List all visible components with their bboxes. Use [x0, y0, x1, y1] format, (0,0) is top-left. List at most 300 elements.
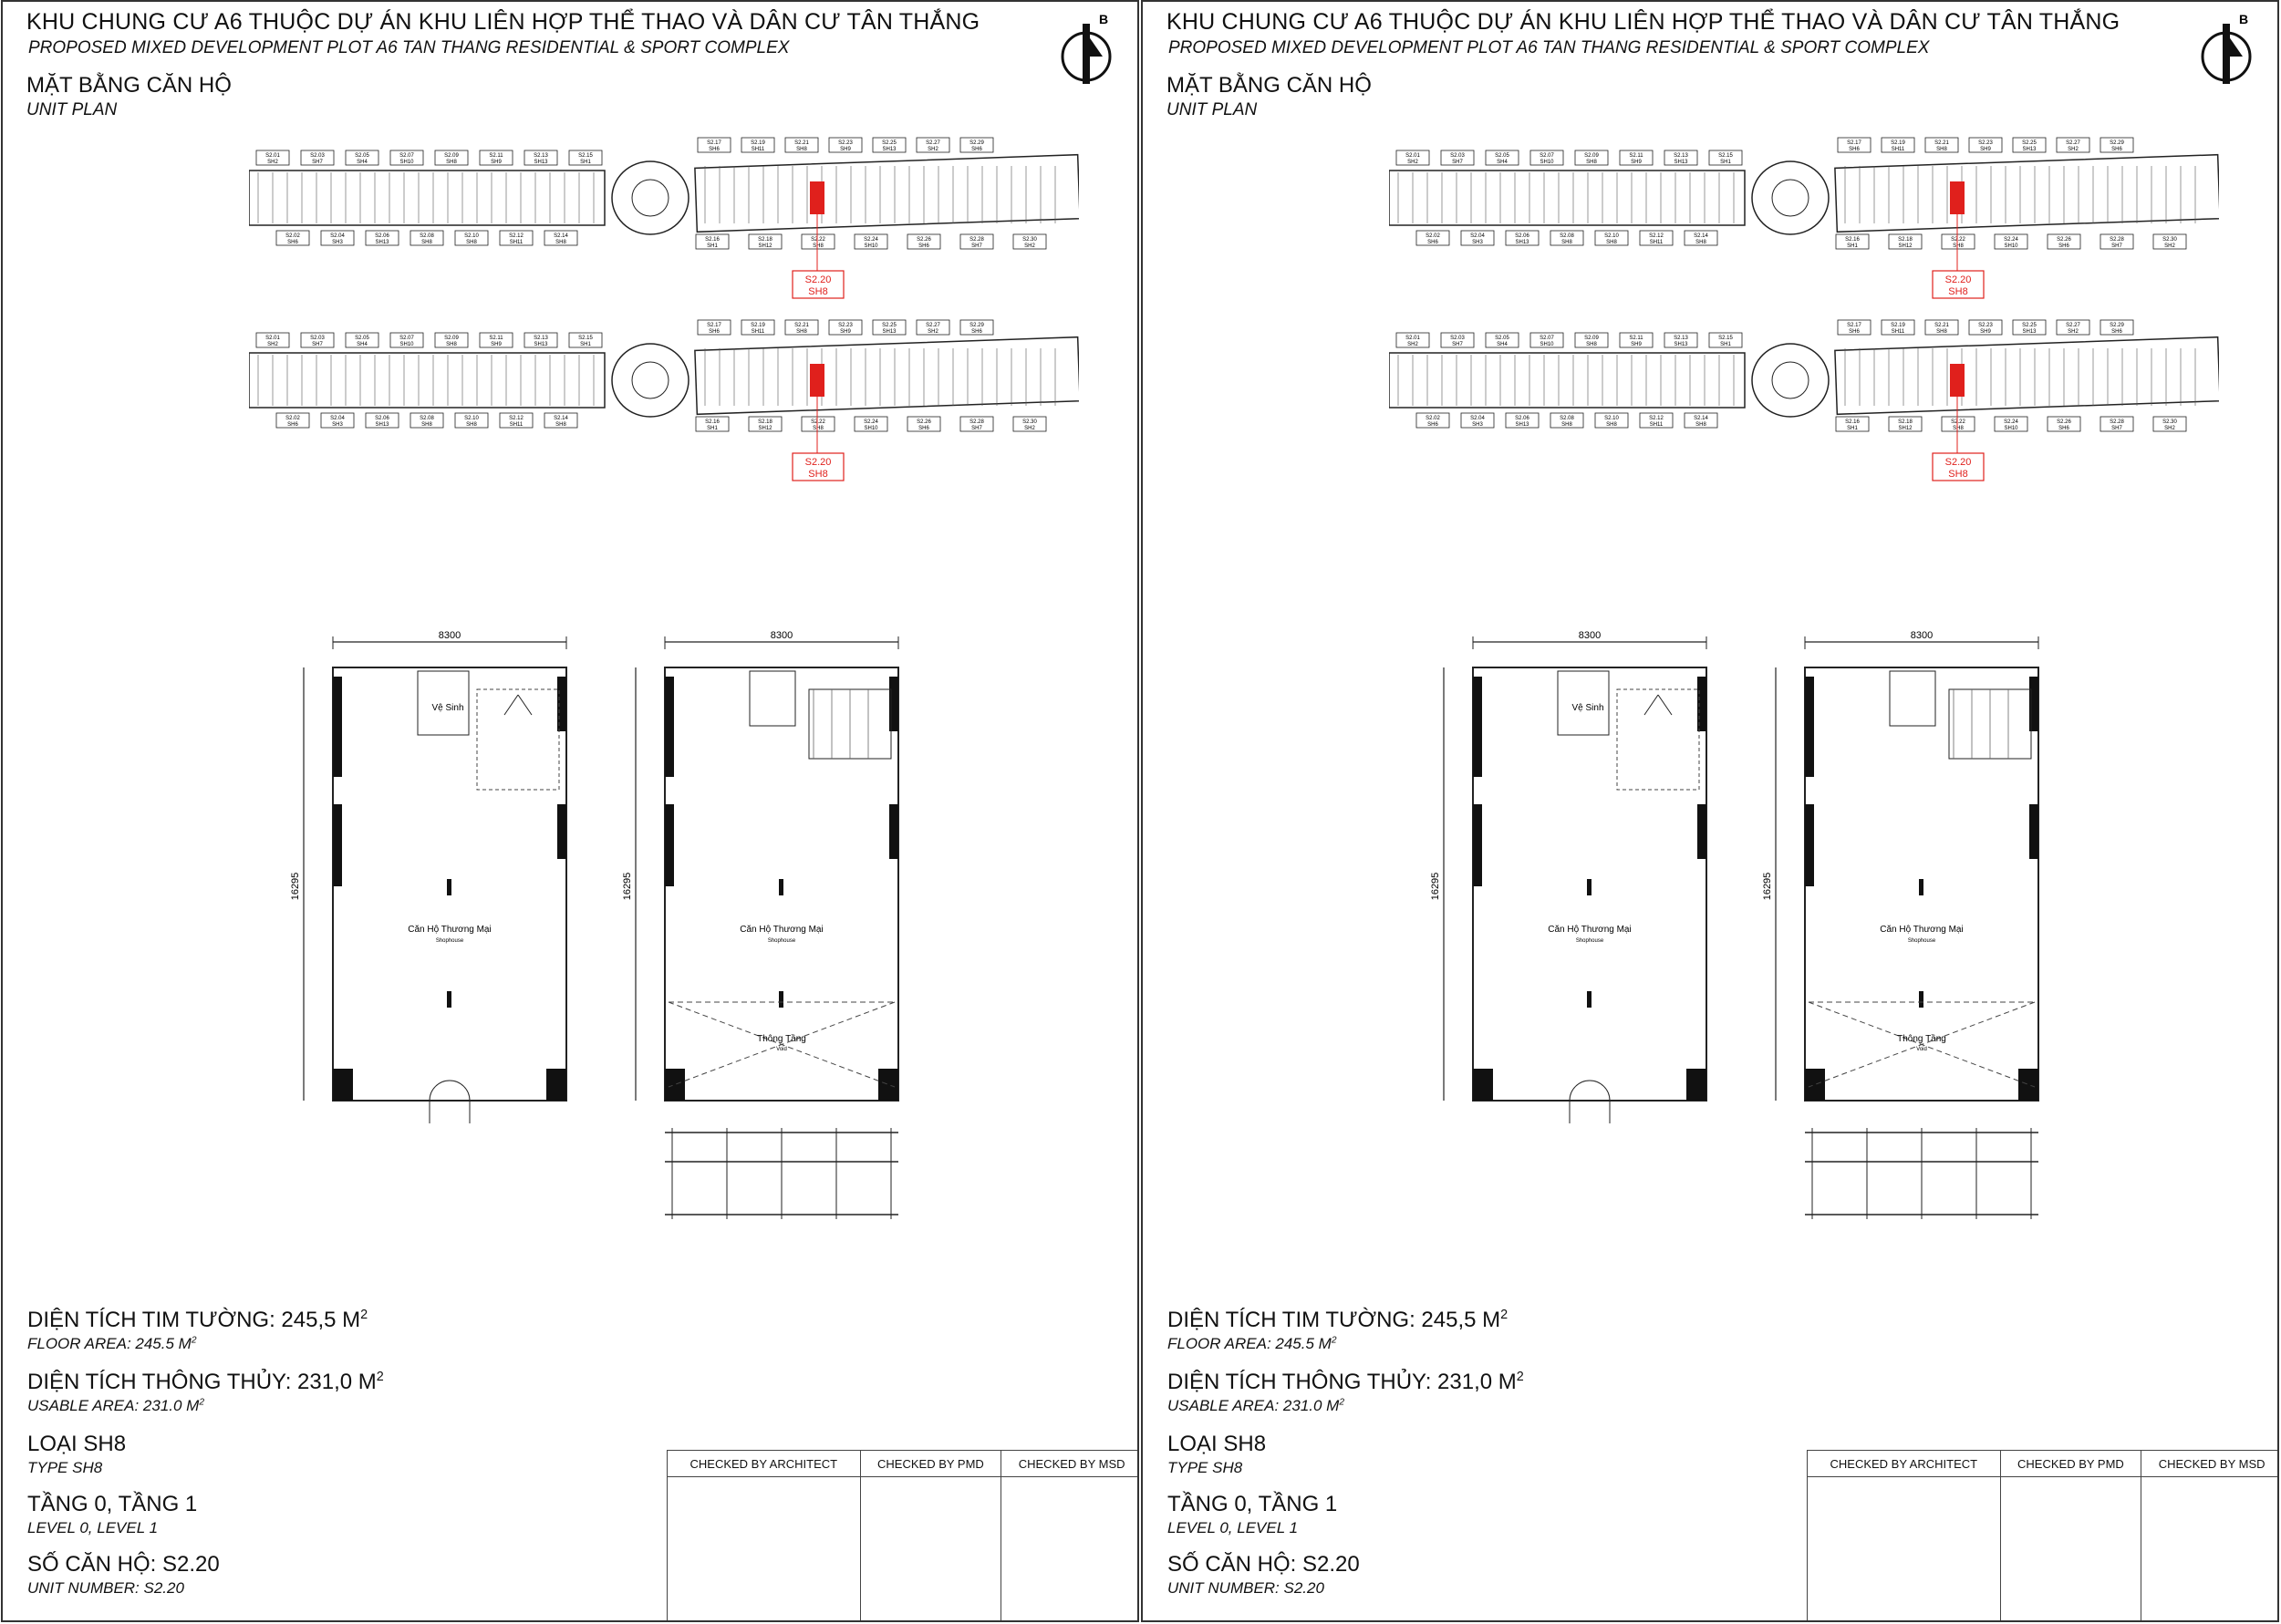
check-pmd-label: CHECKED BY PMD: [860, 1451, 1001, 1477]
svg-text:Shophouse: Shophouse: [1907, 938, 1936, 944]
svg-text:SH7: SH7: [971, 426, 982, 431]
svg-text:SH13: SH13: [1674, 342, 1688, 347]
unit-tag: S2.24: [864, 419, 878, 425]
unit-tag: S2.12: [509, 233, 524, 239]
plan-level0: [1430, 631, 1706, 1123]
unit-tag: S2.02: [1426, 233, 1440, 239]
svg-text:SH2: SH2: [2068, 147, 2079, 152]
check-architect-label: CHECKED BY ARCHITECT: [1808, 1451, 2001, 1477]
unit-tag: S2.19: [751, 323, 765, 328]
unit-tag: S2.17: [707, 323, 721, 328]
unit-tag: S2.24: [2004, 419, 2018, 425]
svg-text:SH1: SH1: [1720, 342, 1731, 347]
room-main-en-label: Shophouse: [435, 938, 464, 944]
unit-tag: S2.29: [969, 140, 984, 146]
svg-text:SH1: SH1: [1847, 426, 1858, 431]
unit-tag: S2.16: [1845, 237, 1860, 243]
svg-text:SH8: SH8: [1953, 243, 1964, 249]
svg-text:8300: 8300: [1910, 631, 1934, 641]
unit-tag: S2.21: [794, 323, 809, 328]
unit-tag: S2.02: [1426, 416, 1440, 421]
unit-tag: S2.27: [926, 140, 940, 146]
unit-tag: S2.21: [794, 140, 809, 146]
unit-tag: S2.28: [2110, 419, 2124, 425]
svg-text:SH13: SH13: [375, 422, 389, 428]
dim-width-label: 8300: [438, 631, 461, 641]
check-msd-label: CHECKED BY MSD: [1001, 1451, 1139, 1477]
svg-text:SH1: SH1: [580, 342, 591, 347]
svg-text:SH10: SH10: [864, 426, 878, 431]
svg-text:SH8: SH8: [1606, 422, 1617, 428]
unit-tag: S2.25: [882, 323, 897, 328]
north-arrow-icon: [1059, 11, 1119, 84]
svg-text:SH13: SH13: [1515, 240, 1529, 245]
unit-tag: S2.15: [1718, 336, 1733, 341]
svg-text:SH2: SH2: [1024, 243, 1035, 249]
page-heading-en: UNIT PLAN: [26, 100, 118, 119]
building-block-level1: [249, 320, 1079, 481]
unit-tag: S2.13: [534, 336, 548, 341]
level-block: TẦNG 0, TẦNG 1 LEVEL 0, LEVEL 1: [27, 1492, 198, 1536]
highlighted-unit: [810, 364, 824, 397]
unit-tag: S2.21: [1934, 323, 1949, 328]
svg-text:SH8: SH8: [1606, 240, 1617, 245]
unit-tag: S2.17: [1847, 140, 1861, 146]
unit-tag: S2.17: [1847, 323, 1861, 328]
svg-text:16295: 16295: [1762, 872, 1773, 901]
unit-tag: S2.01: [265, 153, 280, 159]
unit-tag: S2.12: [1649, 233, 1664, 239]
svg-text:SH13: SH13: [534, 342, 548, 347]
unit-tag: S2.01: [1405, 153, 1420, 159]
unit-tag: S2.25: [2022, 323, 2037, 328]
unit-type-block: LOẠI SH8 TYPE SH8: [27, 1432, 127, 1476]
svg-text:SH12: SH12: [758, 426, 772, 431]
unit-tag: S2.14: [554, 416, 568, 421]
svg-text:SH8: SH8: [1695, 240, 1706, 245]
svg-text:SH8: SH8: [1586, 342, 1597, 347]
unit-tag: S2.23: [838, 323, 853, 328]
building-block-level0: [1389, 138, 2219, 298]
svg-text:SH13: SH13: [2022, 329, 2037, 335]
plan-level0: [290, 631, 566, 1123]
unit-tag: S2.11: [1629, 336, 1643, 341]
room-main-label: Căn Hộ Thương Mại: [1548, 925, 1632, 935]
unit-tag: S2.23: [1978, 140, 1993, 146]
unit-tag: S2.23: [1978, 323, 1993, 328]
unit-tag: S2.16: [705, 419, 720, 425]
svg-text:SH2: SH2: [267, 342, 278, 347]
svg-text:SH2: SH2: [1024, 426, 1035, 431]
svg-text:SH6: SH6: [1849, 147, 1860, 152]
svg-text:SH1: SH1: [1720, 160, 1731, 165]
svg-text:SH9: SH9: [1980, 329, 1991, 335]
check-architect-label: CHECKED BY ARCHITECT: [668, 1451, 861, 1477]
svg-text:SH10: SH10: [1540, 342, 1554, 347]
unit-tag: S2.19: [1891, 140, 1905, 146]
unit-number-block: SỐ CĂN HỘ: S2.20 UNIT NUMBER: S2.20: [27, 1552, 220, 1597]
svg-text:SH2: SH2: [2068, 329, 2079, 335]
unit-tag: S2.15: [578, 336, 593, 341]
unit-tag: S2.23: [838, 140, 853, 146]
svg-text:SH2: SH2: [928, 147, 938, 152]
svg-text:SH6: SH6: [1427, 240, 1438, 245]
unit-tag: S2.29: [2110, 140, 2124, 146]
svg-text:SH7: SH7: [2111, 426, 2122, 431]
svg-text:SH8: SH8: [796, 147, 807, 152]
unit-tag: S2.22: [811, 237, 825, 243]
unit-tag: S2.10: [1604, 416, 1619, 421]
unit-tag: S2.27: [926, 323, 940, 328]
highlight-type-label: SH8: [808, 469, 828, 480]
unit-tag: S2.12: [1649, 416, 1664, 421]
svg-text:SH8: SH8: [466, 422, 477, 428]
svg-text:SH1: SH1: [1847, 243, 1858, 249]
highlighted-unit: [1950, 364, 1965, 397]
svg-text:SH8: SH8: [446, 342, 457, 347]
project-title-en: PROPOSED MIXED DEVELOPMENT PLOT A6 TAN THANG RESIDENTIAL & SPORT COMPLEX: [28, 38, 790, 57]
project-title-vi: KHU CHUNG CƯ A6 THUỘC DỰ ÁN KHU LIÊN HỢP THỂ THAO VÀ DÂN CƯ TÂN THẮNG: [26, 9, 980, 35]
room-main-label: Căn Hộ Thương Mại: [408, 925, 492, 935]
approval-table: [1807, 1450, 2279, 1622]
svg-text:SH2: SH2: [2164, 426, 2175, 431]
svg-text:SH2: SH2: [267, 160, 278, 165]
unit-tag: S2.27: [2066, 323, 2080, 328]
svg-text:SH6: SH6: [1427, 422, 1438, 428]
unit-tag: S2.21: [1934, 140, 1949, 146]
building-block-level1: [1389, 320, 2219, 481]
unit-tag: S2.27: [2066, 140, 2080, 146]
north-arrow-icon: [2199, 11, 2259, 84]
unit-tag: S2.19: [751, 140, 765, 146]
svg-text:SH8: SH8: [1936, 329, 1947, 335]
svg-text:Shophouse: Shophouse: [767, 938, 796, 944]
svg-text:SH8: SH8: [1936, 147, 1947, 152]
svg-text:SH13: SH13: [1674, 160, 1688, 165]
svg-text:Căn Hộ Thương Mại: Căn Hộ Thương Mại: [740, 925, 824, 935]
unit-tag: S2.28: [969, 237, 984, 243]
highlight-type-label: SH8: [1948, 286, 1968, 297]
room-main-en-label: Shophouse: [1575, 938, 1604, 944]
svg-text:SH11: SH11: [509, 240, 524, 245]
unit-tag: S2.14: [1694, 416, 1708, 421]
svg-text:SH4: SH4: [1497, 342, 1508, 347]
svg-text:SH2: SH2: [2164, 243, 2175, 249]
unit-number-block: SỐ CĂN HỘ: S2.20 UNIT NUMBER: S2.20: [1167, 1552, 1360, 1597]
svg-text:SH8: SH8: [1586, 160, 1597, 165]
svg-text:SH9: SH9: [840, 147, 851, 152]
svg-text:SH13: SH13: [1515, 422, 1529, 428]
svg-text:SH8: SH8: [446, 160, 457, 165]
svg-text:SH11: SH11: [1891, 147, 1905, 152]
svg-text:SH1: SH1: [580, 160, 591, 165]
svg-text:SH3: SH3: [332, 240, 343, 245]
svg-text:SH7: SH7: [2111, 243, 2122, 249]
check-msd-label: CHECKED BY MSD: [2141, 1451, 2279, 1477]
unit-tag: S2.15: [1718, 153, 1733, 159]
unit-tag: S2.02: [285, 233, 300, 239]
unit-tag: S2.18: [758, 419, 772, 425]
svg-text:SH7: SH7: [1452, 160, 1463, 165]
unit-tag: S2.07: [399, 336, 414, 341]
page-heading-en: UNIT PLAN: [1166, 100, 1258, 119]
svg-text:SH9: SH9: [1980, 147, 1991, 152]
svg-text:SH8: SH8: [421, 240, 432, 245]
svg-text:SH11: SH11: [1891, 329, 1905, 335]
svg-text:SH7: SH7: [312, 160, 323, 165]
usable-area-block: DIỆN TÍCH THÔNG THỦY: 231,0 $M^2$ USABLE AREA: 231.0 $M^2$: [1167, 1370, 1524, 1414]
unit-tag: S2.15: [578, 153, 593, 159]
unit-tag: S2.26: [917, 419, 931, 425]
unit-tag: S2.07: [1540, 336, 1554, 341]
page-heading-vi: MẶT BẰNG CĂN HỘ: [26, 73, 232, 98]
svg-text:SH11: SH11: [509, 422, 524, 428]
highlighted-unit: [1950, 181, 1965, 214]
unit-tag: S2.05: [355, 336, 369, 341]
svg-text:Void: Void: [1916, 1047, 1927, 1052]
unit-tag: S2.06: [375, 233, 389, 239]
svg-text:SH1: SH1: [707, 243, 718, 249]
unit-tag: S2.05: [1495, 153, 1509, 159]
svg-text:SH9: SH9: [840, 329, 851, 335]
floor-area-block: DIỆN TÍCH TIM TƯỜNG: 245,5 $M^2$ FLOOR AREA: 245.5 $M^2$: [1167, 1308, 1509, 1352]
svg-text:SH10: SH10: [399, 160, 414, 165]
unit-tag: S2.29: [2110, 323, 2124, 328]
unit-tag: S2.11: [1629, 153, 1643, 159]
svg-text:SH13: SH13: [882, 147, 897, 152]
dim-height-label: 16295: [1430, 872, 1441, 901]
unit-tag: S2.04: [1470, 233, 1485, 239]
room-wc-label: Vệ Sinh: [1571, 703, 1604, 713]
unit-tag: S2.01: [265, 336, 280, 341]
unit-tag: S2.11: [489, 336, 503, 341]
usable-area-block: DIỆN TÍCH THÔNG THỦY: 231,0 $M^2$ USABLE AREA: 231.0 $M^2$: [27, 1370, 384, 1414]
svg-text:SH6: SH6: [2111, 147, 2122, 152]
approval-table: [667, 1450, 1139, 1622]
svg-text:SH9: SH9: [491, 342, 502, 347]
svg-text:SH8: SH8: [1695, 422, 1706, 428]
unit-tag: S2.09: [444, 153, 459, 159]
svg-text:SH8: SH8: [813, 426, 824, 431]
unit-tag: S2.11: [489, 153, 503, 159]
svg-text:SH6: SH6: [2058, 426, 2069, 431]
svg-text:SH6: SH6: [918, 243, 929, 249]
unit-tag: S2.04: [330, 416, 345, 421]
svg-text:SH8: SH8: [555, 422, 566, 428]
unit-tag: S2.03: [1450, 153, 1465, 159]
unit-tag: S2.10: [464, 233, 479, 239]
floor-area-block: DIỆN TÍCH TIM TƯỜNG: 245,5 $M^2$ FLOOR AREA: 245.5 $M^2$: [27, 1308, 368, 1352]
sheet-right: [1141, 0, 2279, 1622]
dim-width-label: 8300: [1578, 631, 1602, 641]
building-block-level0: [249, 138, 1079, 298]
svg-text:SH7: SH7: [971, 243, 982, 249]
svg-text:SH6: SH6: [1849, 329, 1860, 335]
unit-tag: S2.26: [917, 237, 931, 243]
unit-tag: S2.25: [882, 140, 897, 146]
svg-text:SH4: SH4: [357, 160, 368, 165]
dim-height-label: 16295: [290, 872, 301, 901]
unit-tag: S2.10: [1604, 233, 1619, 239]
unit-tag: S2.22: [1951, 237, 1965, 243]
highlight-unit-label: S2.20: [1944, 457, 1972, 468]
svg-text:SH11: SH11: [751, 329, 765, 335]
svg-text:SH8: SH8: [1953, 426, 1964, 431]
svg-text:SH3: SH3: [332, 422, 343, 428]
unit-tag: S2.03: [310, 153, 325, 159]
svg-text:SH8: SH8: [466, 240, 477, 245]
highlight-unit-label: S2.20: [1944, 274, 1972, 285]
unit-tag: S2.09: [1584, 153, 1599, 159]
svg-text:SH2: SH2: [1407, 342, 1418, 347]
unit-tag: S2.13: [1674, 336, 1688, 341]
svg-text:SH8: SH8: [421, 422, 432, 428]
svg-text:SH9: SH9: [1631, 342, 1642, 347]
svg-text:SH12: SH12: [758, 243, 772, 249]
unit-tag: S2.26: [2057, 237, 2071, 243]
unit-floor-plan: [285, 631, 942, 1224]
unit-tag: S2.08: [420, 416, 434, 421]
unit-type-block: LOẠI SH8 TYPE SH8: [1167, 1432, 1267, 1476]
svg-text:SH12: SH12: [1898, 426, 1913, 431]
svg-text:SH1: SH1: [707, 426, 718, 431]
unit-tag: S2.29: [969, 323, 984, 328]
unit-tag: S2.02: [285, 416, 300, 421]
svg-text:SH9: SH9: [1631, 160, 1642, 165]
svg-text:SH13: SH13: [882, 329, 897, 335]
unit-tag: S2.18: [758, 237, 772, 243]
unit-floor-plan: [1426, 631, 2082, 1224]
unit-tag: S2.07: [399, 153, 414, 159]
unit-tag: S2.13: [1674, 153, 1688, 159]
svg-text:SH6: SH6: [287, 240, 298, 245]
svg-text:SH8: SH8: [1561, 240, 1572, 245]
svg-text:SH12: SH12: [1898, 243, 1913, 249]
room-wc-label: Vệ Sinh: [431, 703, 464, 713]
unit-tag: S2.18: [1898, 237, 1913, 243]
plan-level1: [622, 631, 898, 1219]
svg-text:SH2: SH2: [1407, 160, 1418, 165]
highlighted-unit: [810, 181, 824, 214]
unit-tag: S2.04: [330, 233, 345, 239]
svg-text:SH6: SH6: [971, 329, 982, 335]
unit-tag: S2.13: [534, 153, 548, 159]
unit-tag: S2.06: [375, 416, 389, 421]
svg-text:SH13: SH13: [534, 160, 548, 165]
unit-tag: S2.17: [707, 140, 721, 146]
unit-tag: S2.30: [2162, 419, 2177, 425]
unit-tag: S2.16: [1845, 419, 1860, 425]
project-title-en: PROPOSED MIXED DEVELOPMENT PLOT A6 TAN THANG RESIDENTIAL & SPORT COMPLEX: [1168, 38, 1930, 57]
unit-tag: S2.12: [509, 416, 524, 421]
unit-tag: S2.05: [1495, 336, 1509, 341]
svg-text:SH6: SH6: [287, 422, 298, 428]
room-void-label: Thông Tầng: [757, 1034, 806, 1044]
unit-tag: S2.28: [2110, 237, 2124, 243]
svg-text:SH10: SH10: [2004, 243, 2018, 249]
unit-tag: S2.14: [1694, 233, 1708, 239]
unit-tag: S2.08: [1560, 416, 1574, 421]
svg-text:SH10: SH10: [399, 342, 414, 347]
svg-text:SH13: SH13: [2022, 147, 2037, 152]
svg-text:Căn Hộ Thương Mại: Căn Hộ Thương Mại: [1880, 925, 1964, 935]
site-key-plan: [249, 134, 1079, 490]
sheet-left: [1, 0, 1139, 1622]
page-heading-vi: MẶT BẰNG CĂN HỘ: [1166, 73, 1372, 98]
svg-text:SH10: SH10: [2004, 426, 2018, 431]
highlight-type-label: SH8: [808, 286, 828, 297]
unit-tag: S2.30: [2162, 237, 2177, 243]
project-title-vi: KHU CHUNG CƯ A6 THUỘC DỰ ÁN KHU LIÊN HỢP THỂ THAO VÀ DÂN CƯ TÂN THẮNG: [1166, 9, 2120, 35]
svg-text:SH4: SH4: [357, 342, 368, 347]
svg-text:SH6: SH6: [709, 147, 720, 152]
svg-text:SH6: SH6: [918, 426, 929, 431]
svg-text:SH10: SH10: [864, 243, 878, 249]
svg-text:SH11: SH11: [1649, 422, 1664, 428]
unit-tag: S2.26: [2057, 419, 2071, 425]
room-void-label: Thông Tầng: [1897, 1034, 1946, 1044]
level-block: TẦNG 0, TẦNG 1 LEVEL 0, LEVEL 1: [1167, 1492, 1338, 1536]
svg-text:SH8: SH8: [1561, 422, 1572, 428]
svg-text:SH13: SH13: [375, 240, 389, 245]
svg-text:16295: 16295: [622, 872, 633, 901]
unit-tag: S2.19: [1891, 323, 1905, 328]
unit-tag: S2.08: [420, 233, 434, 239]
highlight-type-label: SH8: [1948, 469, 1968, 480]
unit-tag: S2.06: [1515, 233, 1529, 239]
svg-text:8300: 8300: [770, 631, 793, 641]
svg-text:SH3: SH3: [1472, 422, 1483, 428]
north-label: B: [2239, 12, 2249, 26]
svg-text:SH6: SH6: [709, 329, 720, 335]
unit-tag: S2.09: [1584, 336, 1599, 341]
svg-text:SH6: SH6: [971, 147, 982, 152]
unit-tag: S2.28: [969, 419, 984, 425]
unit-tag: S2.16: [705, 237, 720, 243]
plan-level1: [1762, 631, 2038, 1219]
unit-tag: S2.09: [444, 336, 459, 341]
svg-text:SH11: SH11: [751, 147, 765, 152]
svg-text:Void: Void: [776, 1047, 787, 1052]
svg-text:SH7: SH7: [312, 342, 323, 347]
highlight-unit-label: S2.20: [804, 457, 832, 468]
svg-text:SH6: SH6: [2111, 329, 2122, 335]
svg-text:SH4: SH4: [1497, 160, 1508, 165]
svg-text:SH2: SH2: [928, 329, 938, 335]
unit-tag: S2.22: [811, 419, 825, 425]
svg-text:SH8: SH8: [813, 243, 824, 249]
unit-tag: S2.24: [864, 237, 878, 243]
unit-tag: S2.03: [1450, 336, 1465, 341]
svg-text:SH8: SH8: [555, 240, 566, 245]
highlight-unit-label: S2.20: [804, 274, 832, 285]
unit-tag: S2.22: [1951, 419, 1965, 425]
unit-tag: S2.01: [1405, 336, 1420, 341]
unit-tag: S2.10: [464, 416, 479, 421]
site-key-plan: [1389, 134, 2219, 490]
svg-text:SH3: SH3: [1472, 240, 1483, 245]
unit-tag: S2.03: [310, 336, 325, 341]
svg-text:SH11: SH11: [1649, 240, 1664, 245]
unit-tag: S2.05: [355, 153, 369, 159]
unit-tag: S2.14: [554, 233, 568, 239]
svg-text:SH10: SH10: [1540, 160, 1554, 165]
unit-tag: S2.06: [1515, 416, 1529, 421]
unit-tag: S2.18: [1898, 419, 1913, 425]
north-label: B: [1099, 12, 1109, 26]
unit-tag: S2.04: [1470, 416, 1485, 421]
unit-tag: S2.08: [1560, 233, 1574, 239]
